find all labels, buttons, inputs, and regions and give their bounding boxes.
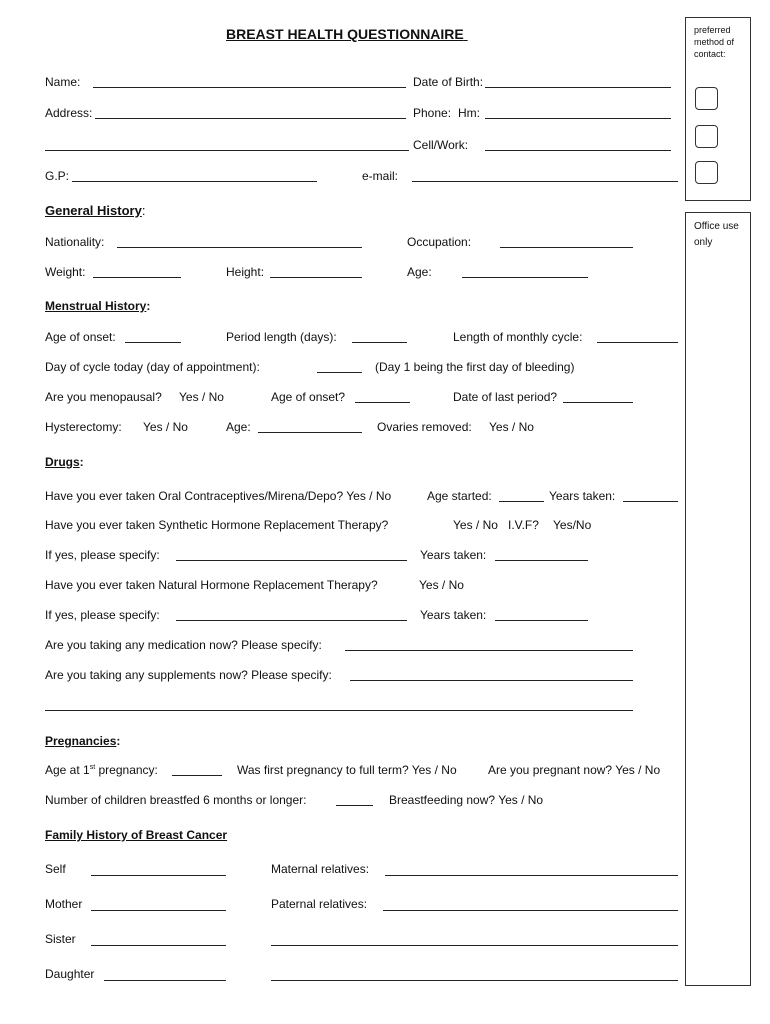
family-history-heading: Family History of Breast Cancer — [45, 828, 228, 842]
maternal-relatives-label: Maternal relatives: — [271, 862, 370, 876]
years-taken-label-2: Years taken: — [420, 548, 487, 562]
period-length-field[interactable] — [352, 342, 407, 343]
age-label: Age: — [407, 265, 432, 279]
contact-checkbox-email[interactable] — [695, 161, 718, 184]
menstrual-history-heading: Menstrual History: — [45, 299, 151, 313]
nationality-label: Nationality: — [45, 235, 105, 249]
mother-label: Mother — [45, 897, 83, 911]
specify-field-1[interactable] — [176, 560, 407, 561]
cycle-length-label: Length of monthly cycle: — [453, 330, 583, 344]
occupation-label: Occupation: — [407, 235, 472, 249]
nationality-field[interactable] — [117, 247, 362, 248]
weight-field[interactable] — [93, 277, 181, 278]
height-label: Height: — [226, 265, 265, 279]
supplements-field[interactable] — [350, 680, 633, 681]
years-taken-field-3[interactable] — [495, 620, 588, 621]
ivf-yes-no[interactable]: Yes/No — [553, 518, 592, 532]
period-length-label: Period length (days): — [226, 330, 337, 344]
synthetic-hrt-question: Have you ever taken Synthetic Hormone Replacement Therapy? — [45, 518, 389, 532]
supplements-field-2[interactable] — [45, 710, 633, 711]
height-field[interactable] — [270, 277, 362, 278]
page-title: BREAST HEALTH QUESTIONNAIRE — [226, 26, 464, 42]
breastfeeding-now-question[interactable]: Breastfeeding now? Yes / No — [389, 793, 544, 807]
natural-hrt-question: Have you ever taken Natural Hormone Replacement Therapy? — [45, 578, 378, 592]
occupation-field[interactable] — [500, 247, 633, 248]
day-of-cycle-label: Day of cycle today (day of appointment): — [45, 360, 260, 374]
menopausal-label: Are you menopausal? — [45, 390, 162, 404]
oral-contraceptives-question[interactable]: Have you ever taken Oral Contraceptives/Mirena/Depo? Yes / No — [45, 489, 392, 503]
last-period-field[interactable] — [563, 402, 633, 403]
pregnant-now-question[interactable]: Are you pregnant now? Yes / No — [488, 763, 661, 777]
years-taken-label-1: Years taken: — [549, 489, 616, 503]
synthetic-hrt-yes-no[interactable]: Yes / No — [453, 518, 498, 532]
day-of-cycle-field[interactable] — [317, 372, 362, 373]
cell-work-field[interactable] — [485, 150, 671, 151]
gp-label: G.P: — [45, 169, 70, 183]
name-label: Name: — [45, 75, 81, 89]
sister-field[interactable] — [91, 945, 226, 946]
mother-field[interactable] — [91, 910, 226, 911]
contact-checkbox-home[interactable] — [695, 87, 718, 110]
maternal-relatives-field[interactable] — [385, 875, 678, 876]
first-pregnancy-age-field[interactable] — [172, 775, 222, 776]
medication-question: Are you taking any medication now? Please specify: — [45, 638, 322, 652]
daughter-label: Daughter — [45, 967, 95, 981]
address-field[interactable] — [95, 118, 406, 119]
specify-label-2: If yes, please specify: — [45, 608, 160, 622]
contact-method-box — [685, 17, 751, 201]
age-field[interactable] — [462, 277, 588, 278]
office-use-label: Office use only — [694, 221, 739, 248]
email-field[interactable] — [412, 181, 678, 182]
menopause-age-field[interactable] — [355, 402, 410, 403]
medication-field[interactable] — [345, 650, 633, 651]
self-field[interactable] — [91, 875, 226, 876]
full-term-question[interactable]: Was first pregnancy to full term? Yes / No — [237, 763, 457, 777]
dob-field[interactable] — [485, 87, 671, 88]
weight-label: Weight: — [45, 265, 86, 279]
drugs-heading: Drugs: — [45, 455, 84, 469]
address-label: Address: — [45, 106, 93, 120]
hysterectomy-age-field[interactable] — [258, 432, 362, 433]
hysterectomy-label: Hysterectomy: — [45, 420, 122, 434]
relatives-extra-field-1[interactable] — [271, 945, 678, 946]
office-use-box — [685, 212, 751, 986]
cell-work-label: Cell/Work: — [413, 138, 469, 152]
contact-checkbox-cell[interactable] — [695, 125, 718, 148]
years-taken-label-3: Years taken: — [420, 608, 487, 622]
name-field[interactable] — [93, 87, 406, 88]
first-pregnancy-age-label: Age at 1st pregnancy: — [45, 763, 158, 777]
specify-field-2[interactable] — [176, 620, 407, 621]
ovaries-yes-no[interactable]: Yes / No — [489, 420, 534, 434]
age-started-label: Age started: — [427, 489, 492, 503]
age-started-field[interactable] — [499, 501, 544, 502]
daughter-field[interactable] — [104, 980, 226, 981]
breastfed-children-label: Number of children breastfed 6 months or longer: — [45, 793, 307, 807]
self-label: Self — [45, 862, 66, 876]
phone-label: Phone: — [413, 106, 452, 120]
email-label: e-mail: — [362, 169, 399, 183]
age-onset-field[interactable] — [125, 342, 181, 343]
supplements-question: Are you taking any supplements now? Please specify: — [45, 668, 332, 682]
gp-field[interactable] — [72, 181, 317, 182]
specify-label-1: If yes, please specify: — [45, 548, 160, 562]
menopause-age-label: Age of onset? — [271, 390, 346, 404]
last-period-label: Date of last period? — [453, 390, 558, 404]
age-onset-label: Age of onset: — [45, 330, 116, 344]
ovaries-label: Ovaries removed: — [377, 420, 472, 434]
paternal-relatives-field[interactable] — [383, 910, 678, 911]
relatives-extra-field-2[interactable] — [271, 980, 678, 981]
general-history-heading: General History: — [45, 203, 146, 218]
pregnancies-heading: Pregnancies: — [45, 734, 121, 748]
phone-home-label: Hm: — [458, 106, 480, 120]
cycle-length-field[interactable] — [597, 342, 678, 343]
dob-label: Date of Birth: — [413, 75, 484, 89]
ivf-label: I.V.F? — [508, 518, 539, 532]
years-taken-field-2[interactable] — [495, 560, 588, 561]
menopausal-yes-no[interactable]: Yes / No — [179, 390, 224, 404]
day-of-cycle-note: (Day 1 being the first day of bleeding) — [375, 360, 575, 374]
sister-label: Sister — [45, 932, 76, 946]
years-taken-field-1[interactable] — [623, 501, 678, 502]
hysterectomy-yes-no[interactable]: Yes / No — [143, 420, 188, 434]
breastfed-children-field[interactable] — [336, 805, 373, 806]
hysterectomy-age-label: Age: — [226, 420, 251, 434]
paternal-relatives-label: Paternal relatives: — [271, 897, 368, 911]
contact-method-label: preferred method of contact: — [694, 25, 735, 59]
address-field-2[interactable] — [45, 150, 409, 151]
natural-hrt-yes-no[interactable]: Yes / No — [419, 578, 464, 592]
phone-home-field[interactable] — [485, 118, 671, 119]
